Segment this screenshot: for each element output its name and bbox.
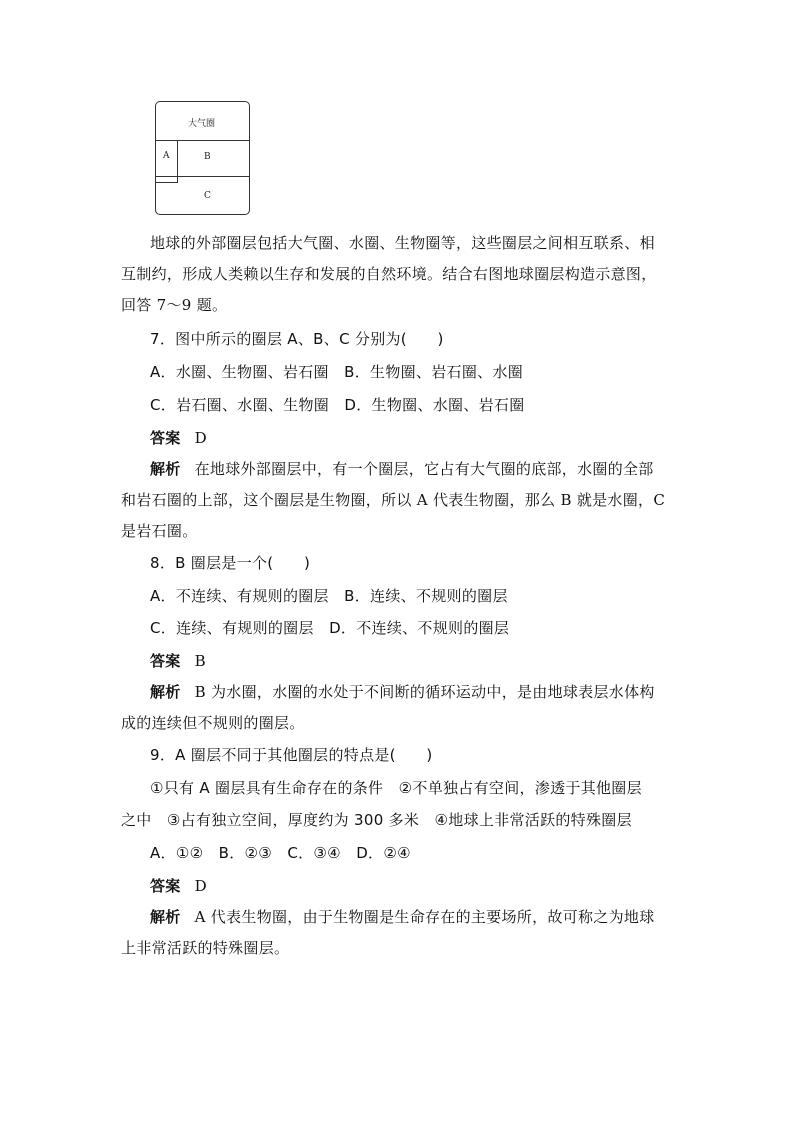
q7-analysis-1 <box>150 459 654 479</box>
q8-answer <box>150 651 206 671</box>
q7-analysis-3: 是岩石圈。 <box>121 522 198 540</box>
q8-analysis-1 <box>150 682 655 702</box>
divider-a-bottom <box>156 182 178 183</box>
q7-answer <box>150 428 207 448</box>
analysis-label: 解析 <box>150 908 181 926</box>
analysis-text: B 为水圈，水圈的水处于不间断的循环运动中，是由地球表层水体构 <box>194 683 655 701</box>
q9-stem: 9．A 圈层不同于其他圈层的特点是( ) <box>150 746 433 764</box>
divider-bc <box>156 176 249 177</box>
answer-label: 答案 <box>150 877 181 895</box>
divider-a-right <box>177 140 178 183</box>
q7-analysis-2: 和岩石圈的上部，这个圈层是生物圈，所以 A 代表生物圈，那么 B 就是水圈，C <box>121 491 666 509</box>
analysis-text: A 代表生物圈，由于生物圈是生命存在的主要场所，故可称之为地球 <box>194 908 655 926</box>
intro-line-3: 回答 7～9 题。 <box>121 296 228 314</box>
q7-options-cd: C．岩石圈、水圈、生物圈 D．生物圈、水圈、岩石圈 <box>150 396 525 414</box>
label-a: A <box>163 151 170 161</box>
q9-answer <box>150 876 207 896</box>
earth-sphere-diagram <box>155 101 250 215</box>
answer-value: D <box>194 877 207 895</box>
answer-value: D <box>194 429 207 447</box>
label-b: B <box>204 152 211 162</box>
q7-stem: 7．图中所示的圈层 A、B、C 分别为( ) <box>150 330 444 348</box>
analysis-label: 解析 <box>150 683 181 701</box>
q9-analysis-2: 上非常活跃的特殊圈层。 <box>121 939 290 957</box>
intro-line-1: 地球的外部圈层包括大气圈、水圈、生物圈等，这些圈层之间相互联系、相 <box>150 234 655 252</box>
answer-label: 答案 <box>150 652 181 670</box>
answer-value: B <box>194 652 206 670</box>
label-c: C <box>204 191 211 201</box>
q9-analysis-1 <box>150 907 655 927</box>
analysis-text: 在地球外部圈层中，有一个圈层，它占有大气圈的底部，水圈的全部 <box>194 460 654 478</box>
intro-line-2: 互制约，形成人类赖以生存和发展的自然环境。结合右图地球圈层构造示意图， <box>121 265 657 283</box>
q8-stem: 8．B 圈层是一个( ) <box>150 554 311 572</box>
q8-analysis-2: 成的连续但不规则的圈层。 <box>121 714 305 732</box>
answer-label: 答案 <box>150 429 181 447</box>
divider-atmosphere <box>156 140 249 141</box>
label-atmosphere: 大气圈 <box>188 119 216 129</box>
q9-items-1: ①只有 A 圈层具有生命存在的条件 ②不单独占有空间，渗透于其他圈层 <box>150 779 642 797</box>
q7-options-ab: A．水圈、生物圈、岩石圈 B．生物圈、岩石圈、水圈 <box>150 363 524 381</box>
analysis-label: 解析 <box>150 460 181 478</box>
q8-options-ab: A．不连续、有规则的圈层 B．连续、不规则的圈层 <box>150 587 508 605</box>
q9-options: A．①② B．②③ C．③④ D．②④ <box>150 844 411 862</box>
q9-items-2: 之中 ③占有独立空间，厚度约为 300 多米 ④地球上非常活跃的特殊圈层 <box>121 811 632 829</box>
q8-options-cd: C．连续、有规则的圈层 D．不连续、不规则的圈层 <box>150 619 510 637</box>
